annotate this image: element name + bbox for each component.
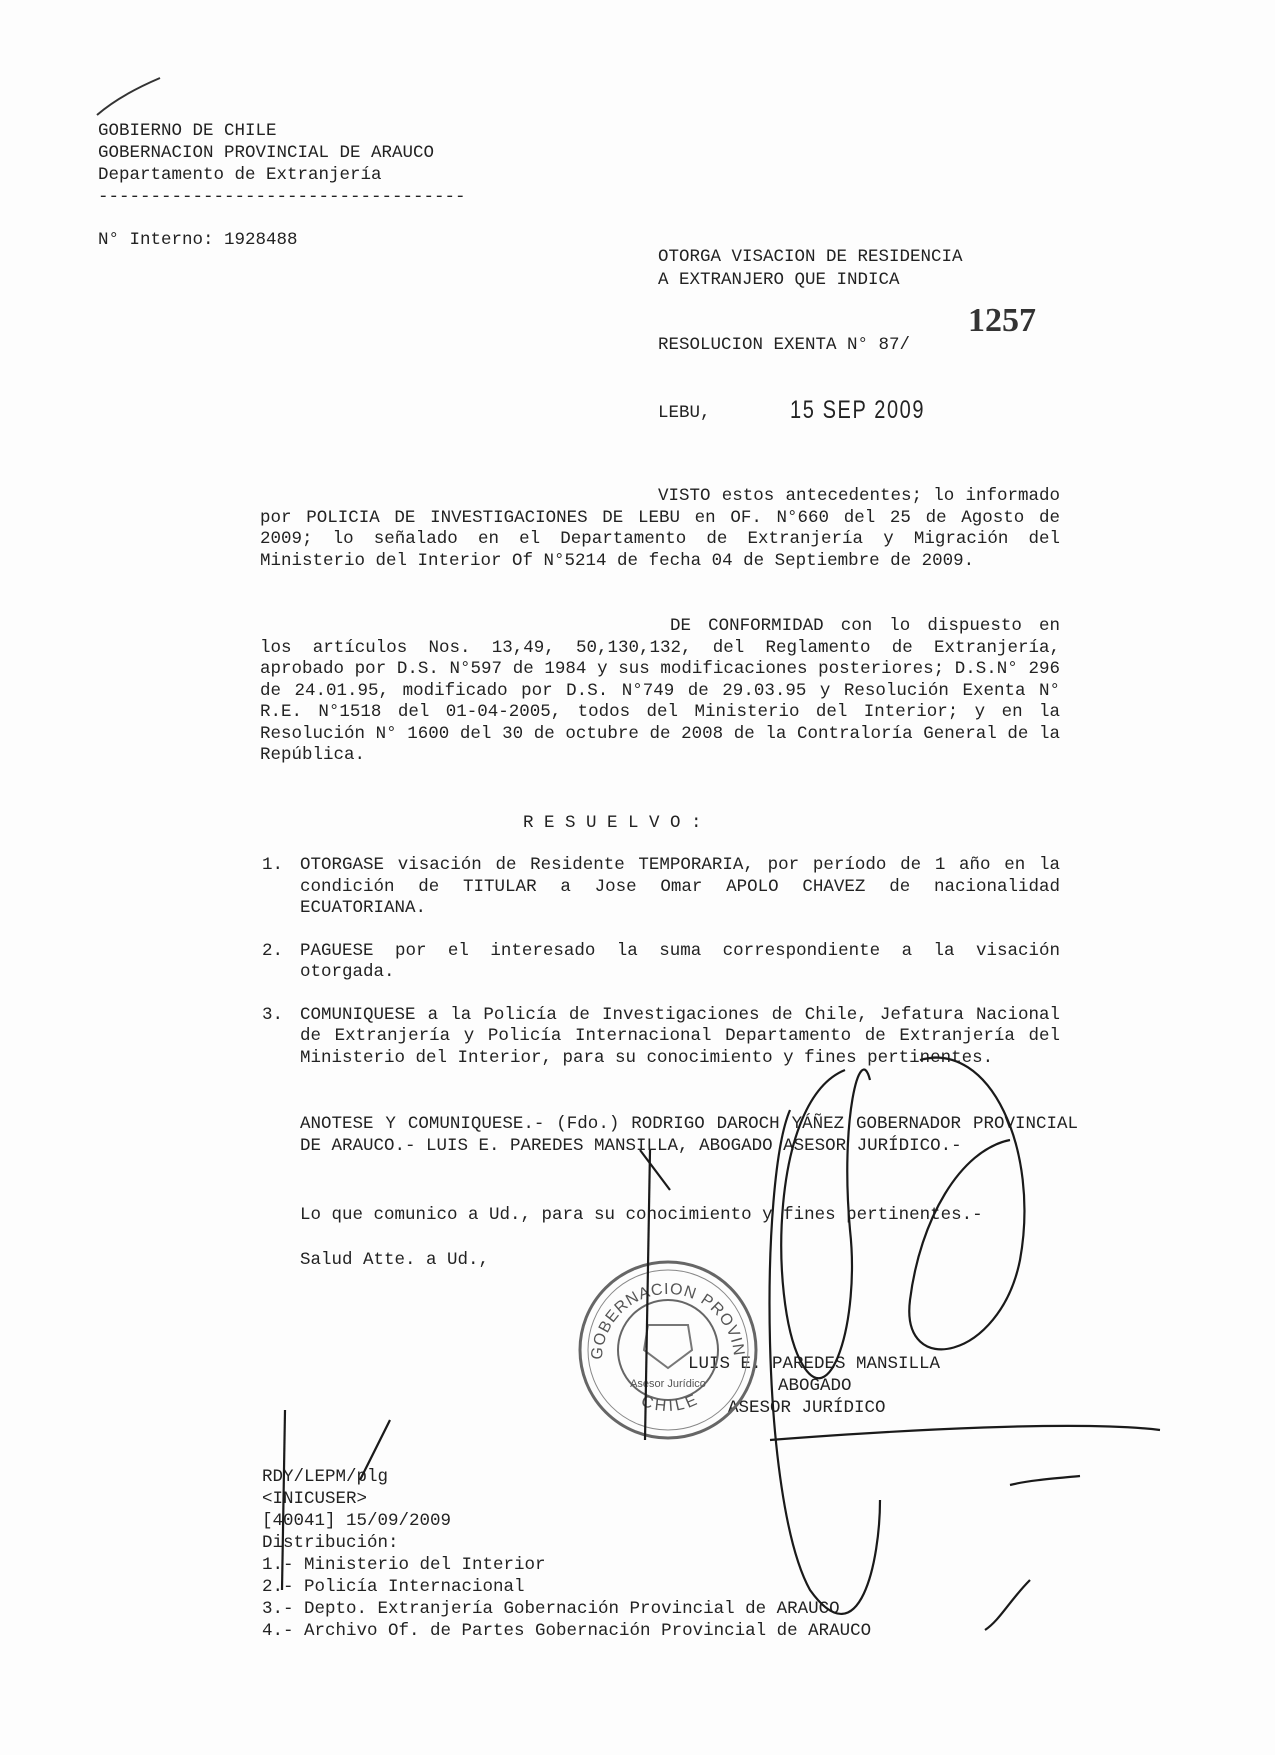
resolution-handwritten-number: 1257 bbox=[968, 302, 1036, 339]
place: LEBU, bbox=[658, 403, 711, 423]
visto-paragraph: VISTO estos antecedentes; lo informado por POLICIA DE INVESTIGACIONES DE LEBU en OF. N°660 del 25 de Agosto de 2009; lo señalado en el Departamento de Extranjería y Migración del Ministerio del Interior Of N°5214 de fecha 04 de Septiembre de 2009. bbox=[260, 486, 1060, 571]
date-stamp: 15 SEP 2009 bbox=[790, 396, 926, 424]
salud-line: Salud Atte. a Ud., bbox=[300, 1250, 490, 1270]
header-line-governorate: GOBERNACION PROVINCIAL DE ARAUCO bbox=[98, 143, 435, 163]
signatory-title-2: ASESOR JURÍDICO bbox=[728, 1398, 886, 1418]
signatory-title-1: ABOGADO bbox=[778, 1376, 852, 1396]
list-item bbox=[262, 855, 1060, 920]
header-rule: ----------------------------------- bbox=[98, 187, 466, 207]
item-number: 2. bbox=[262, 940, 284, 961]
svg-text:CHILE bbox=[639, 1391, 702, 1416]
subject-line-2: A EXTRANJERO QUE INDICA bbox=[658, 270, 900, 290]
item-text: COMUNIQUESE a la Policía de Investigaciones de Chile, Jefatura Nacional de Extranjería y Policía Internacional Departamento de Extranjería del Ministerio del Interior, para su conocimiento y fines pertinentes. bbox=[300, 1004, 1060, 1068]
distribution-item: 3.- Depto. Extranjería Gobernación Provincial de ARAUCO bbox=[262, 1599, 840, 1619]
item-number: 1. bbox=[262, 855, 284, 875]
anotese-paragraph: ANOTESE Y COMUNIQUESE.- (Fdo.) RODRIGO DAROCH YÁÑEZ GOBERNADOR PROVINCIAL DE ARAUCO.- LUIS E. PAREDES MANSILLA, ABOGADO ASESOR JURÍDICO.- bbox=[300, 1114, 1078, 1156]
footer-ref: [40041] 15/09/2009 bbox=[262, 1511, 452, 1531]
distribution-item: 1.- Ministerio del Interior bbox=[262, 1555, 546, 1575]
distribution-item: 2.- Policía Internacional bbox=[262, 1577, 525, 1597]
resuelvo-heading: R E S U E L V O : bbox=[523, 813, 702, 833]
list-item bbox=[262, 941, 1060, 984]
conformidad-paragraph: DE CONFORMIDAD con lo dispuesto en los artículos Nos. 13,49, 50,130,132, del Reglamento de Extranjería, aprobado por D.S. N°597 de 1984 y sus modificaciones posteriores; D.S.N° 296 de 24.01.95, modificado por D.S. N°749 de 29.03.95 y Resolución Exenta N° R.E. N°1518 del 01-04-2005, todos del Ministerio del Interior; y en la Resolución N° 1600 del 30 de octubre de 2008 de la Contraloría General de la República. bbox=[260, 616, 1060, 765]
footer-initials: RDY/LEPM/plg bbox=[262, 1467, 389, 1487]
comunico-line: Lo que comunico a Ud., para su conocimiento y fines pertinentes.- bbox=[300, 1205, 983, 1225]
header-line-government: GOBIERNO DE CHILE bbox=[98, 121, 277, 141]
subject-line-1: OTORGA VISACION DE RESIDENCIA bbox=[658, 247, 963, 267]
distribution-item: 4.- Archivo Of. de Partes Gobernación Provincial de ARAUCO bbox=[262, 1621, 872, 1641]
distribution-label: Distribución: bbox=[262, 1533, 399, 1553]
coat-of-arms-icon bbox=[644, 1325, 692, 1368]
svg-text:GOBERNACION PROVINCIAL ARAUCO bbox=[589, 1281, 747, 1361]
check-mark-icon bbox=[97, 78, 160, 115]
list-item bbox=[262, 1005, 1060, 1070]
item-text: OTORGASE visación de Residente TEMPORARIA, por período de 1 año en la condición de TITULAR a Jose Omar APOLO CHAVEZ de nacionalidad ECUATORIANA. bbox=[300, 855, 1060, 918]
footer-user: <INICUSER> bbox=[262, 1489, 368, 1509]
item-text: PAGUESE por el interesado la suma correspondiente a la visación otorgada. bbox=[300, 940, 1060, 982]
header-line-department: Departamento de Extranjería bbox=[98, 165, 382, 185]
item-number: 3. bbox=[262, 1004, 284, 1025]
internal-number: N° Interno: 1928488 bbox=[98, 230, 298, 250]
resolution-items bbox=[262, 855, 1060, 1090]
stamp-center-text: Asesor Jurídico bbox=[630, 1378, 706, 1390]
resolution-label: RESOLUCION EXENTA N° 87/ bbox=[658, 335, 911, 355]
stamp-ring-text: GOBERNACION PROVINCIAL ARAUCO bbox=[588, 1280, 748, 1361]
signatory-name: LUIS E. PAREDES MANSILLA bbox=[688, 1354, 941, 1374]
stamp-bottom-text: CHILE bbox=[639, 1390, 703, 1416]
